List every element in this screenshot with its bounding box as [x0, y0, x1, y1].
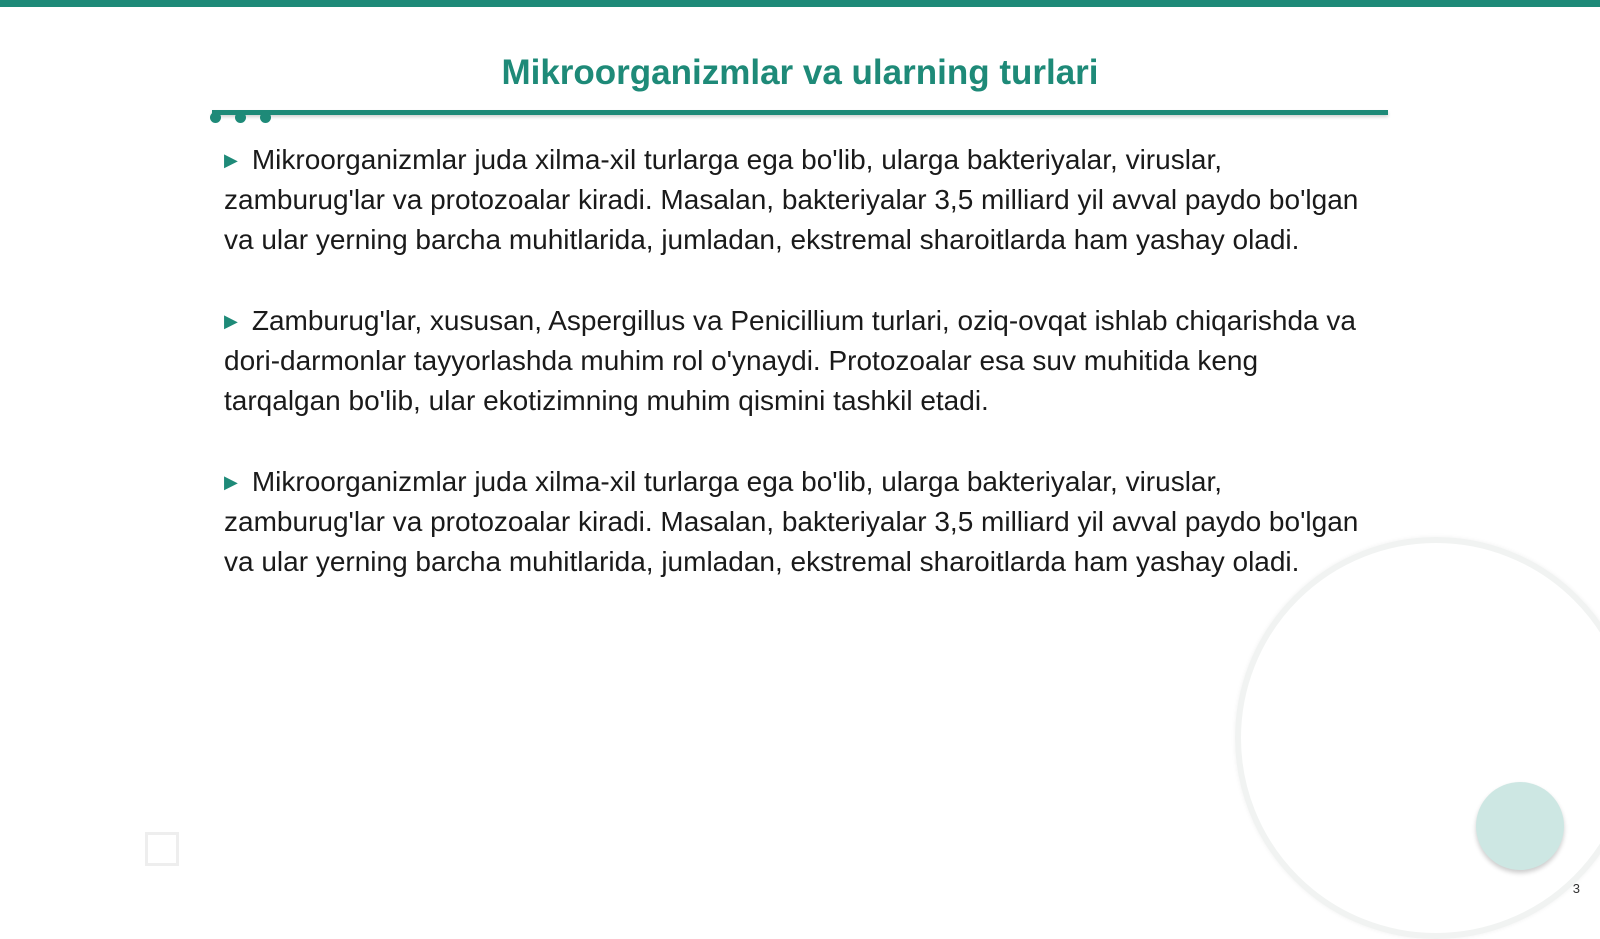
- triangle-bullet-icon: ▶: [224, 472, 238, 492]
- title-underline: [212, 110, 1388, 115]
- bullet-text: Zamburug'lar, xususan, Aspergillus va Penicillium turlari, oziq-ovqat ishlab chiqarishda va dori-darmonlar tayyorlashda muhim rol o'ynaydi. Protozoalar esa suv muhitida keng tarqalgan bo'lib, ular ekotizimning muhim qismini tashkil etadi.: [224, 305, 1356, 416]
- bullet-text: Mikroorganizmlar juda xilma-xil turlarga ega bo'lib, ularga bakteriyalar, viruslar, zamburug'lar va protozoalar kiradi. Masalan, bakteriyalar 3,5 milliard yil avval paydo bo'lgan va ular yerning barcha muhitlarida, jumladan, ekstremal sharoitlarda ham yashay oladi.: [224, 466, 1359, 577]
- decorative-dot: [260, 112, 271, 123]
- page-number: 3: [1572, 881, 1580, 896]
- bullet-item: [224, 301, 1369, 421]
- decorative-dot: [235, 112, 246, 123]
- decorative-circle: [1476, 782, 1564, 870]
- decorative-dot: [210, 112, 221, 123]
- slide-title: Mikroorganizmlar va ularning turlari: [501, 53, 1099, 92]
- triangle-bullet-icon: ▶: [224, 150, 238, 170]
- bullet-item: [224, 140, 1369, 260]
- bullet-text: Mikroorganizmlar juda xilma-xil turlarga ega bo'lib, ularga bakteriyalar, viruslar, zamburug'lar va protozoalar kiradi. Masalan, bakteriyalar 3,5 milliard yil avval paydo bo'lgan va ular yerning barcha muhitlarida, jumladan, ekstremal sharoitlarda ham yashay oladi.: [224, 144, 1359, 255]
- decorative-square: [145, 832, 179, 866]
- bullet-item: [224, 462, 1369, 582]
- bullet-list: [224, 140, 1369, 623]
- top-accent-bar: [0, 0, 1600, 7]
- triangle-bullet-icon: ▶: [224, 311, 238, 331]
